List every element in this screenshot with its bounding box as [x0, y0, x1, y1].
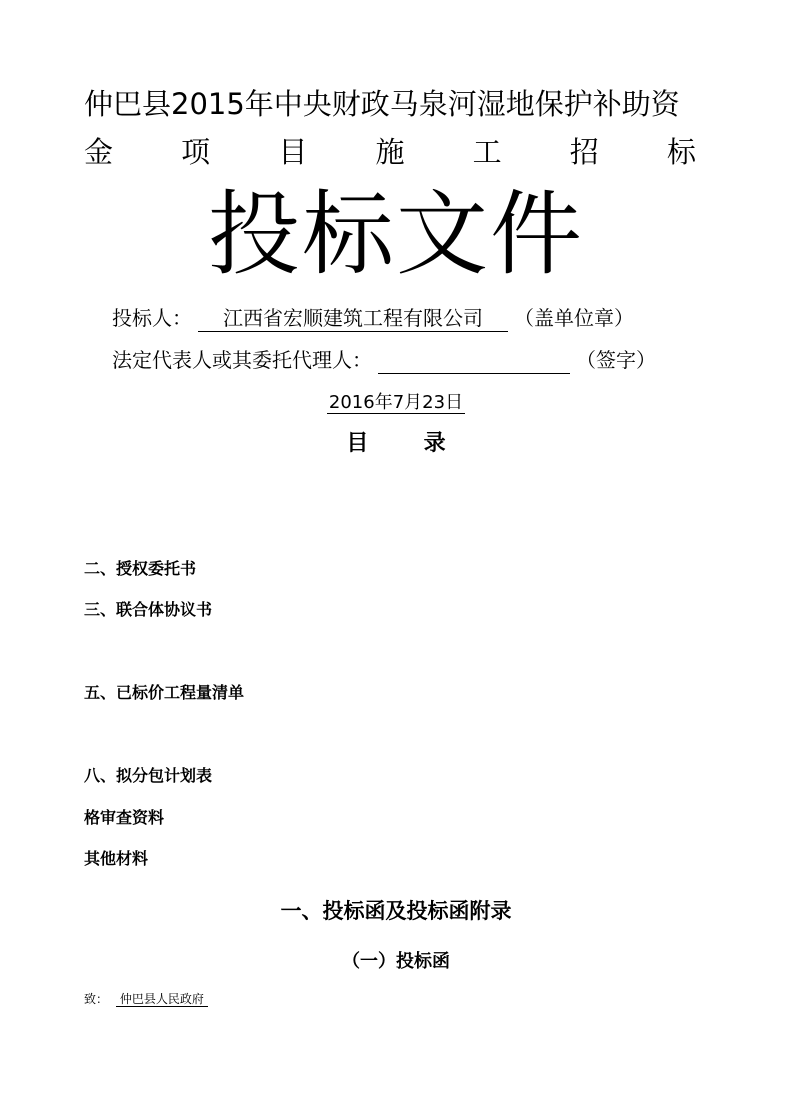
toc-item: 其他材料 [84, 849, 149, 868]
bidder-seal-note: （盖单位章） [514, 306, 634, 330]
toc-item: 八、拟分包计划表 [84, 766, 213, 785]
title-char: 施 [375, 135, 405, 169]
toc-heading-char: 录 [423, 431, 446, 456]
bidder-row [112, 304, 634, 332]
toc-item: 二、授权委托书 [84, 559, 197, 578]
title-char: 标 [666, 135, 696, 169]
representative-label: 法定代表人或其委托代理人： [112, 348, 372, 372]
main-title: 投标文件 [207, 181, 584, 288]
toc-item: 三、联合体协议书 [84, 600, 213, 619]
subsection-heading: （一）投标函 [342, 951, 450, 972]
toc-heading [0, 428, 792, 460]
addressee-line [84, 990, 208, 1008]
bidder-label: 投标人： [112, 306, 192, 330]
title-char: 工 [472, 135, 502, 169]
section-heading: 一、投标函及投标函附录 [280, 899, 512, 923]
addressee-label: 致： [84, 992, 109, 1006]
document-title-line1: 仲巴县2015年中央财政马泉河湿地保护补助资 [84, 87, 680, 121]
title-char: 金 [84, 135, 114, 169]
addressee-value: 仲巴县人民政府 [116, 992, 208, 1007]
document-date [0, 390, 792, 416]
date-text: 2016年7月23日 [328, 392, 464, 413]
bidder-name-field: 江西省宏顺建筑工程有限公司 [198, 305, 508, 332]
toc-item: 五、已标价工程量清单 [84, 683, 245, 702]
toc-item: 格审查资料 [84, 808, 165, 827]
representative-sign-note: （签字） [576, 348, 656, 372]
toc-heading-char: 目 [346, 431, 369, 456]
document-title-line2 [84, 134, 696, 170]
title-char: 目 [278, 135, 308, 169]
representative-row [112, 346, 656, 374]
title-char: 招 [569, 135, 599, 169]
representative-signature-field [378, 347, 570, 374]
title-char: 项 [181, 135, 211, 169]
